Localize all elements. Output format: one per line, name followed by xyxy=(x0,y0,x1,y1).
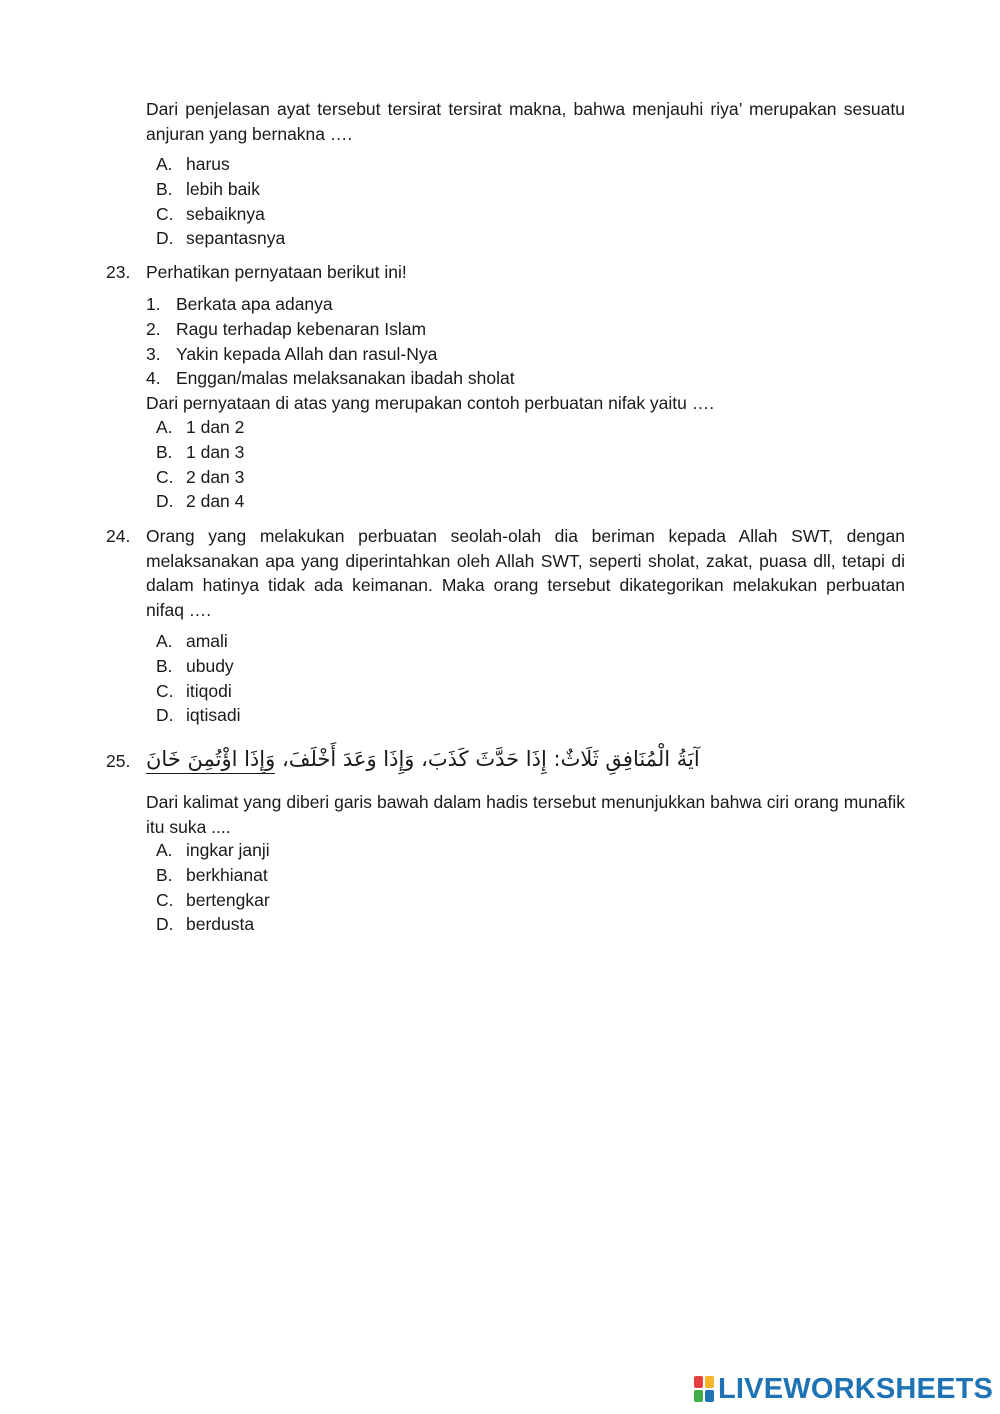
q23-options xyxy=(156,415,244,514)
option-d[interactable]: D. iqtisadi xyxy=(156,705,241,726)
q24-options xyxy=(156,629,240,728)
option-c[interactable]: C. bertengkar xyxy=(156,889,270,910)
q25-number: 25. xyxy=(106,751,131,771)
hadith-text xyxy=(146,742,700,776)
statement-item: 2. Ragu terhadap kebenaran Islam xyxy=(146,318,427,339)
option-a[interactable]: A. ingkar janji xyxy=(156,840,270,860)
option-b[interactable]: B. lebih baik xyxy=(156,178,260,199)
option-c[interactable]: C. itiqodi xyxy=(156,680,232,701)
option-b[interactable]: B. 1 dan 3 xyxy=(156,441,245,462)
brand-name: LIVEWORKSHEETS xyxy=(718,1373,994,1405)
q25-options xyxy=(156,838,270,937)
hadith-underlined: وَإِذَا اؤْتُمِنَ خَانَ xyxy=(146,747,275,774)
option-d[interactable]: D. 2 dan 4 xyxy=(156,491,245,512)
option-b[interactable]: B. ubudy xyxy=(156,655,234,676)
statement-item: 1. Berkata apa adanya xyxy=(146,294,333,314)
liveworksheets-brand[interactable] xyxy=(694,1374,993,1404)
logo-square xyxy=(705,1390,714,1402)
q22-stem: Dari penjelasan ayat tersebut tersirat tersirat makna, bahwa menjauhi riya’ merupakan sesuatu anjuran yang bernakna …. xyxy=(146,99,905,144)
option-a[interactable]: A. amali xyxy=(156,631,228,651)
logo-square xyxy=(694,1390,703,1402)
statement-item: 3. Yakin kepada Allah dan rasul-Nya xyxy=(146,343,438,364)
option-c[interactable]: C. 2 dan 3 xyxy=(156,466,245,487)
option-d[interactable]: D. sepantasnya xyxy=(156,228,286,249)
hadith-main: آيَةُ الْمُنَافِقِ ثَلَاثٌ: إِذَا حَدَّثَ كَذَبَ، وَإِذَا وَعَدَ أَخْلَفَ، xyxy=(275,747,700,771)
option-c[interactable]: C. sebaiknya xyxy=(156,203,265,224)
logo-square xyxy=(694,1376,703,1388)
q24-stem: Orang yang melakukan perbuatan seolah-olah dia beriman kepada Allah SWT, dengan melaksanakan apa yang diperintahkan oleh Allah SWT, seperti sholat, zakat, puasa dll, tetapi di dalam hatinya tidak ada keimanan. Maka orang tersebut dikategorikan melakukan perbuatan nifaq …. xyxy=(146,526,905,620)
q23-stem: Perhatikan pernyataan berikut ini! xyxy=(146,262,407,282)
q23-statements xyxy=(146,292,515,391)
q22-options xyxy=(156,152,285,251)
logo-square xyxy=(705,1376,714,1388)
q23-number: 23. xyxy=(106,262,131,282)
q24-number: 24. xyxy=(106,526,131,546)
q25-stem: Dari kalimat yang diberi garis bawah dalam hadis tersebut menunjukkan bahwa ciri orang munafik itu suka .... xyxy=(146,792,905,837)
q23-question: Dari pernyataan di atas yang merupakan contoh perbuatan nifak yaitu …. xyxy=(146,393,715,413)
statement-item: 4. Enggan/malas melaksanakan ibadah sholat xyxy=(146,368,515,389)
option-d[interactable]: D. berdusta xyxy=(156,914,255,935)
liveworksheets-logo-icon xyxy=(694,1376,714,1402)
option-b[interactable]: B. berkhianat xyxy=(156,864,268,885)
option-a[interactable]: A. 1 dan 2 xyxy=(156,417,245,437)
option-a[interactable]: A. harus xyxy=(156,154,230,174)
